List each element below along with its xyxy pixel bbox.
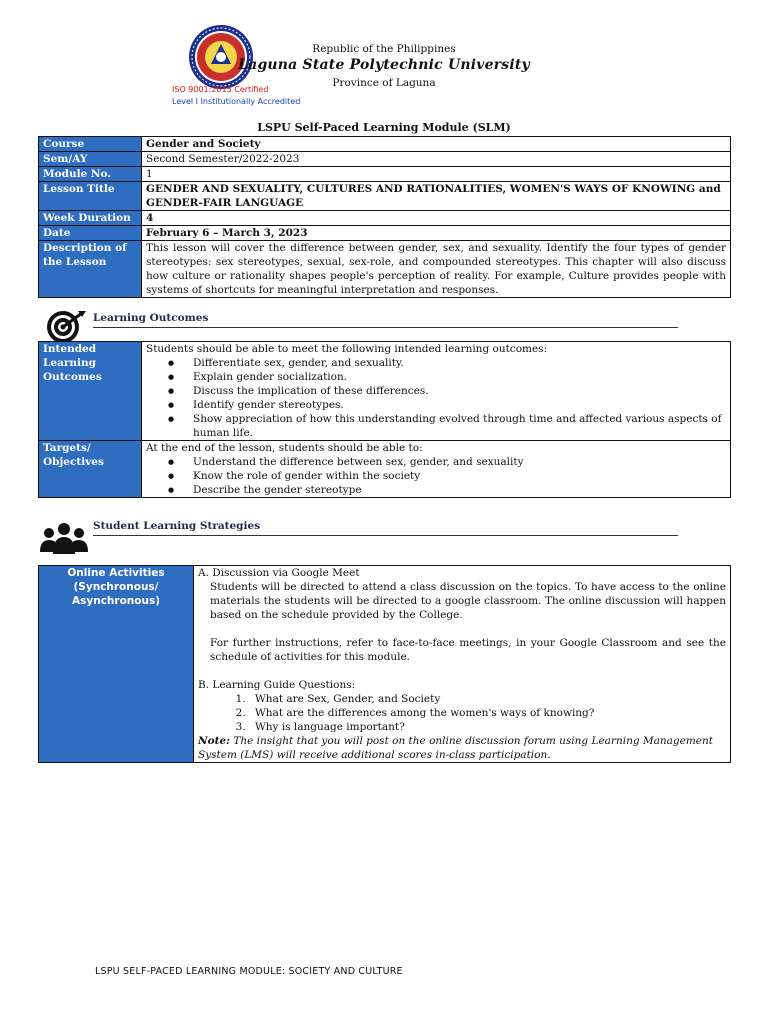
- course-row: [39, 137, 731, 152]
- republic-line: Republic of the Philippines: [312, 43, 456, 55]
- description-label: Description of the Lesson: [39, 241, 142, 298]
- course-info-table: [38, 136, 731, 298]
- description-value: This lesson will cover the difference between gender, sex, and sexuality. Identify the four types of gender stereotypes: sex stereotypes, sexual, sex-role, and compounded stereotypes. This chapter will also discuss how culture or rationality shapes people's perception of reality. For example, Culture provides people with systems of shortcuts for meaningful interpretation and responses.: [142, 241, 731, 298]
- label-line: Online Activities: [67, 567, 165, 579]
- section-divider: [93, 327, 678, 328]
- province-line: Province of Laguna: [332, 77, 436, 89]
- targets-intro: At the end of the lesson, students should be able to:: [146, 442, 423, 454]
- online-activities-label: [39, 566, 194, 763]
- learning-outcomes-heading: Learning Outcomes: [93, 312, 209, 324]
- sem-row: [39, 152, 731, 167]
- university-name: Laguna State Polytechnic University: [238, 57, 530, 73]
- online-activities-content: [194, 566, 731, 763]
- lesson-row: [39, 182, 731, 211]
- list-item: 1. What are Sex, Gender, and Society: [249, 692, 726, 706]
- strategies-heading: Student Learning Strategies: [93, 520, 261, 532]
- week-label: Week Duration: [39, 211, 142, 226]
- discussion-title: A. Discussion via Google Meet: [198, 567, 360, 579]
- instructions-paragraph: For further instructions, refer to face-to-face meetings, in your Google Classroom and see the schedule of activities for this module.: [210, 637, 726, 663]
- week-value: 4: [142, 211, 731, 226]
- lesson-label: Lesson Title: [39, 182, 142, 211]
- module-row: [39, 167, 731, 182]
- note-text: The insight that you will post on the online discussion forum using Learning Management System (LMS) will receive additional scores in-class participation.: [198, 735, 714, 761]
- people-group-icon: [38, 520, 90, 556]
- list-item: 2. What are the differences among the women's ways of knowing?: [249, 706, 726, 720]
- list-item: ● Discuss the implication of these differences.: [146, 384, 726, 398]
- targets-row: [39, 441, 731, 498]
- list-item: ● Describe the gender stereotype: [146, 483, 726, 497]
- list-item: ● Explain gender socialization.: [146, 370, 726, 384]
- list-item: ● Show appreciation of how this understanding evolved through time and affected various aspects of human life.: [146, 412, 726, 440]
- guide-questions-title: B. Learning Guide Questions:: [198, 679, 356, 691]
- note: [198, 734, 726, 762]
- sem-value: Second Semester/2022-2023: [142, 152, 731, 167]
- note-label: Note:: [198, 735, 231, 747]
- lesson-value: GENDER AND SEXUALITY, CULTURES AND RATIONALITIES, WOMEN'S WAYS OF KNOWING and GENDER-FAIR LANGUAGE: [142, 182, 731, 211]
- spacer: [198, 622, 726, 636]
- ilo-list: [146, 356, 726, 440]
- list-item: ● Know the role of gender within the society: [146, 469, 726, 483]
- strategies-table: [38, 565, 731, 763]
- module-label: Module No.: [39, 167, 142, 182]
- week-row: [39, 211, 731, 226]
- label-line: Asynchronous): [72, 595, 160, 607]
- learning-outcomes-table: [38, 341, 731, 498]
- date-value: February 6 – March 3, 2023: [142, 226, 731, 241]
- target-icon: [42, 309, 88, 345]
- targets-list: [146, 455, 726, 497]
- ilo-row: [39, 342, 731, 441]
- accreditation-level: Level I Institutionally Accredited: [172, 97, 301, 106]
- description-row: [39, 241, 731, 298]
- online-activities-row: [39, 566, 731, 763]
- discussion-paragraph: Students will be directed to attend a class discussion on the topics. To have access to the online materials the students will be directed to a google classroom. The online discussion will happen based on the schedule provided by the College.: [210, 581, 726, 621]
- spacer: [198, 664, 726, 678]
- ilo-intro: Students should be able to meet the following intended learning outcomes:: [146, 343, 548, 355]
- guide-questions-list: [198, 692, 726, 734]
- page-footer: LSPU SELF-PACED LEARNING MODULE: SOCIETY AND CULTURE: [95, 966, 403, 977]
- targets-label: Targets/ Objectives: [39, 441, 142, 498]
- ilo-cell: [142, 342, 731, 441]
- label-line: (Synchronous/: [73, 581, 159, 593]
- ilo-label: Intended Learning Outcomes: [39, 342, 142, 441]
- date-label: Date: [39, 226, 142, 241]
- list-item: 3. Why is language important?: [249, 720, 726, 734]
- section-divider: [93, 535, 678, 536]
- list-item: ● Identify gender stereotypes.: [146, 398, 726, 412]
- date-row: [39, 226, 731, 241]
- course-label: Course: [39, 137, 142, 152]
- iso-certification: ISO 9001:2015 Certified: [172, 85, 269, 94]
- document-title: LSPU Self-Paced Learning Module (SLM): [257, 121, 511, 134]
- sem-label: Sem/AY: [39, 152, 142, 167]
- list-item: ● Differentiate sex, gender, and sexuality.: [146, 356, 726, 370]
- list-item: ● Understand the difference between sex, gender, and sexuality: [146, 455, 726, 469]
- targets-cell: [142, 441, 731, 498]
- module-value: 1: [142, 167, 731, 182]
- course-value: Gender and Society: [142, 137, 731, 152]
